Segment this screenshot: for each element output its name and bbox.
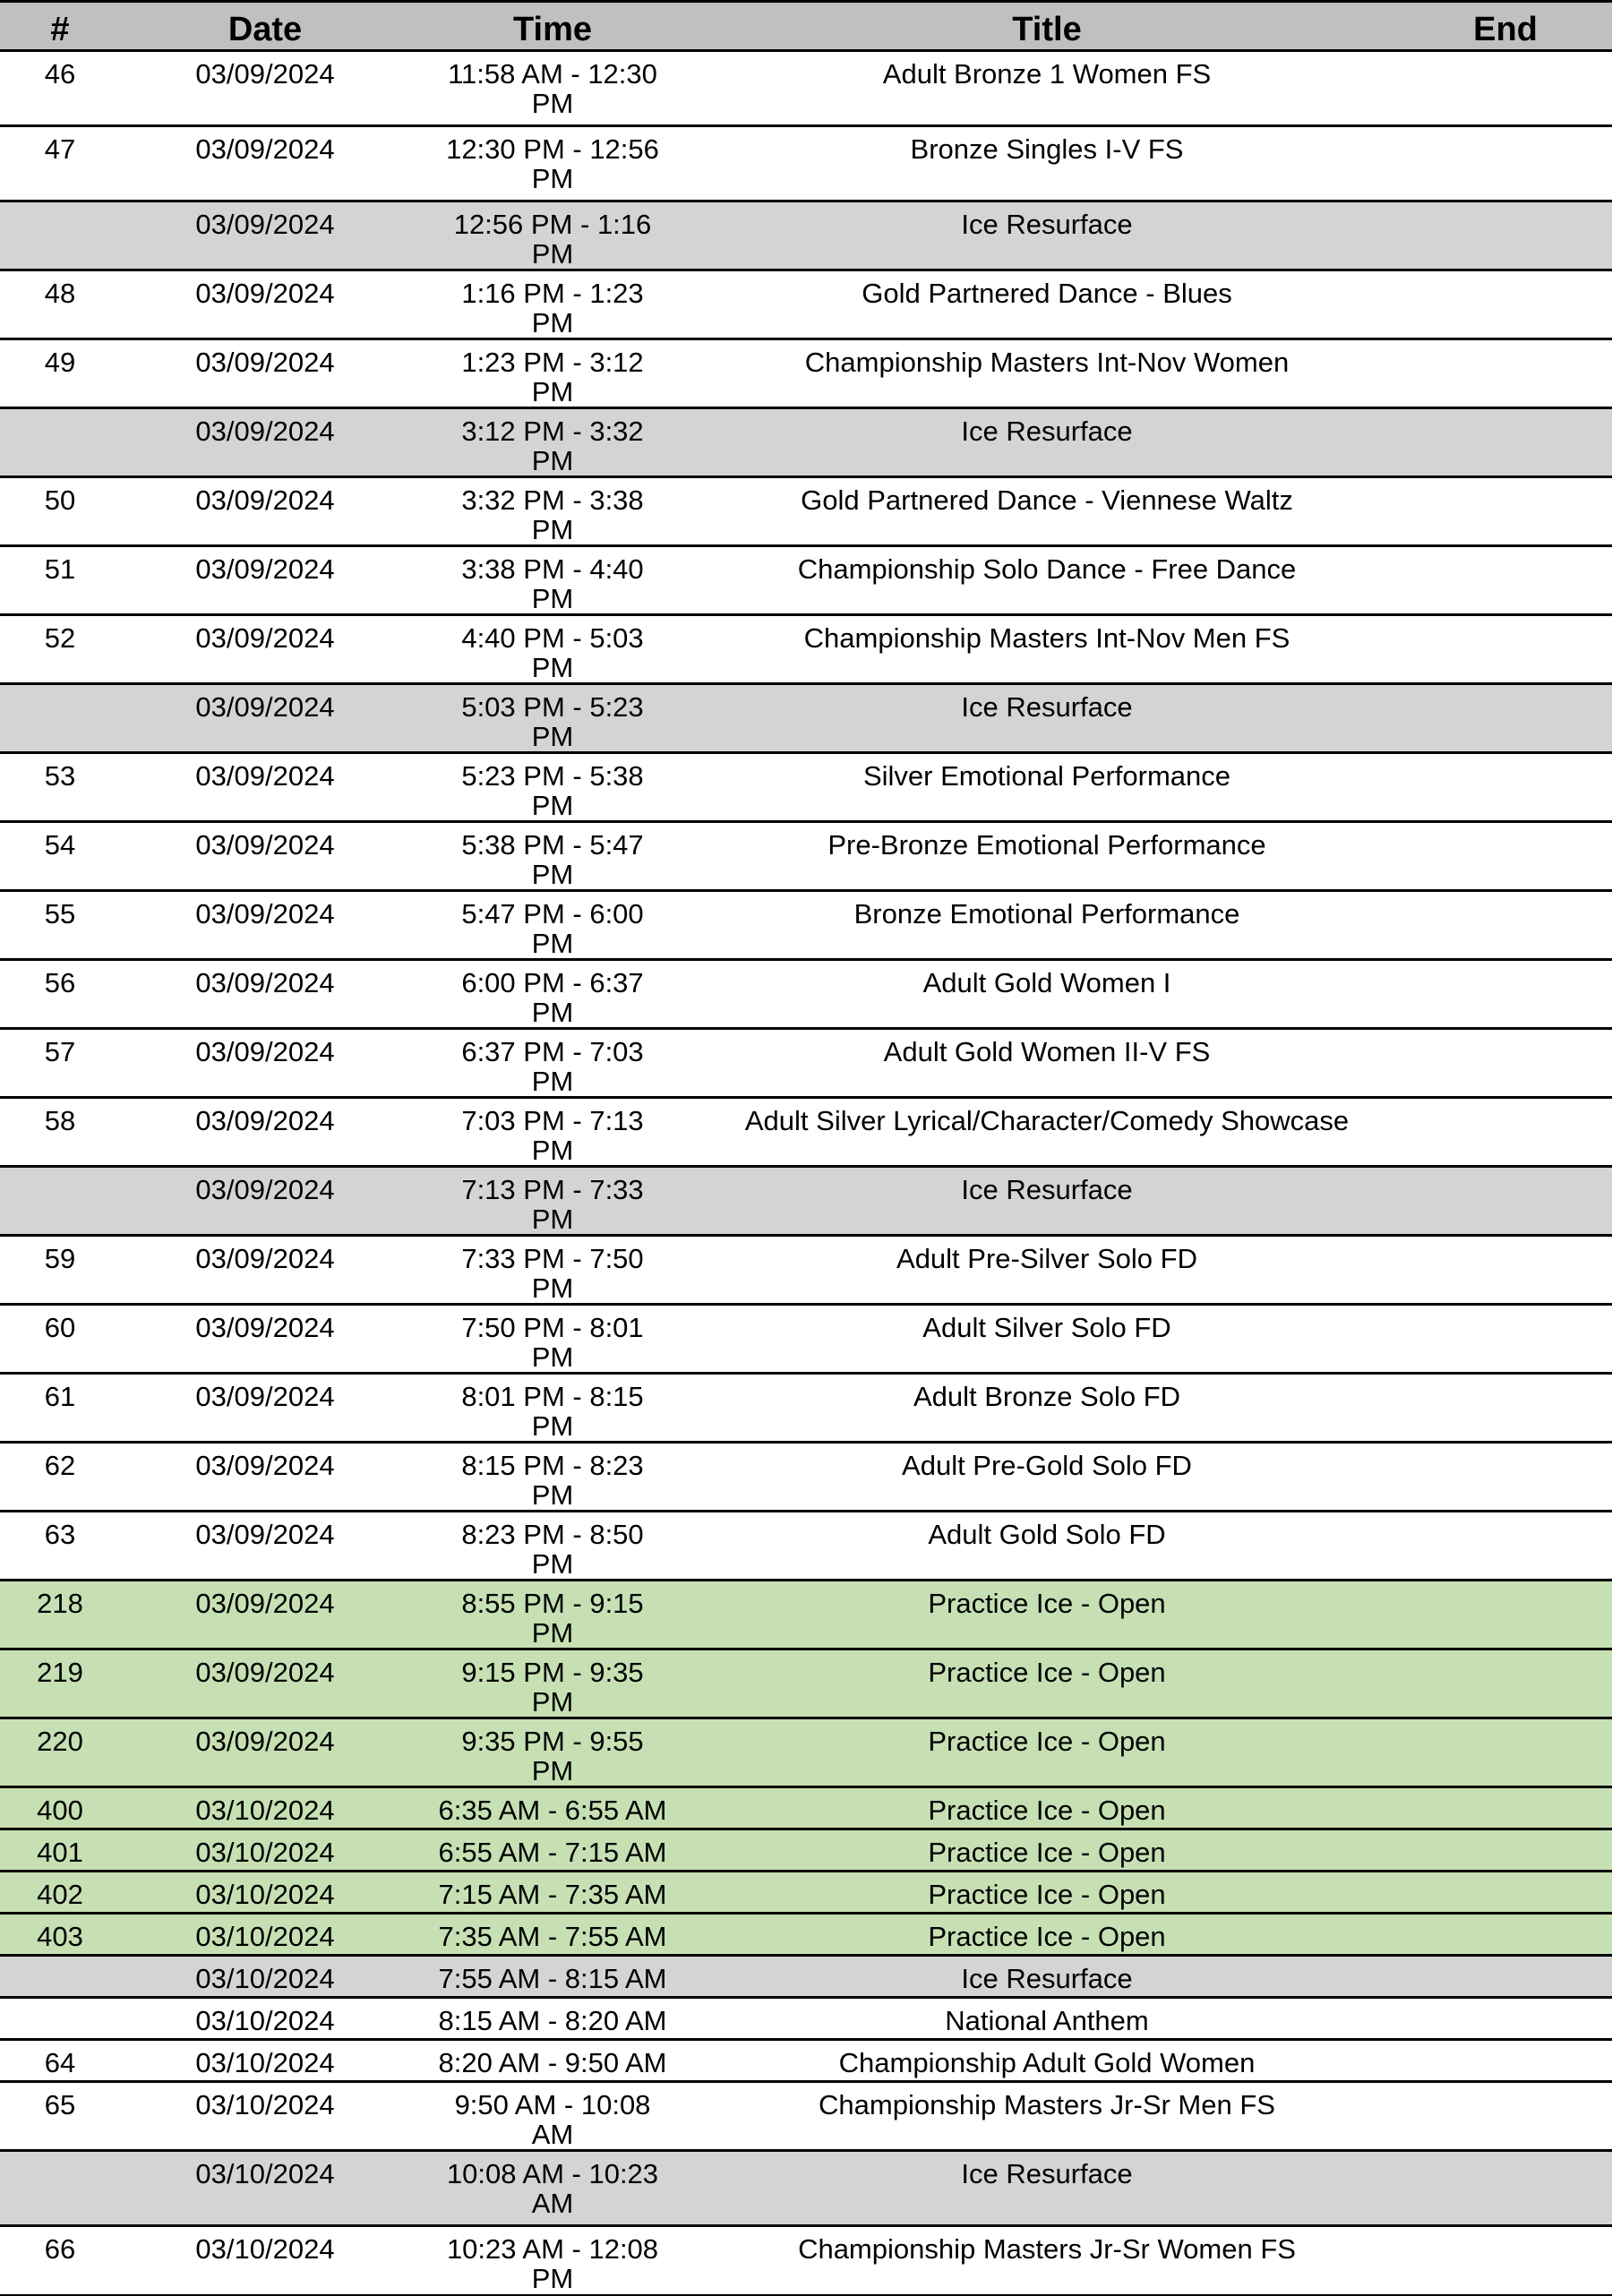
time-cell: 7:55 AM - 8:15 AM [410, 1956, 695, 1998]
date-cell: 03/10/2024 [120, 2151, 410, 2226]
event-number-cell: 48 [0, 270, 120, 339]
column-header-title: Title [695, 2, 1399, 51]
title-cell: Adult Gold Solo FD [695, 1512, 1399, 1581]
event-number-cell [0, 201, 120, 270]
date-cell: 03/09/2024 [120, 684, 410, 753]
end-cell [1399, 1829, 1612, 1872]
title-cell: Championship Masters Int-Nov Women [695, 339, 1399, 408]
table-row [0, 1029, 1612, 1098]
title-cell: Adult Gold Women I [695, 960, 1399, 1029]
table-row [0, 615, 1612, 684]
title-cell: Adult Silver Solo FD [695, 1305, 1399, 1374]
date-cell: 03/09/2024 [120, 1512, 410, 1581]
time-cell: 4:40 PM - 5:03 PM [410, 615, 695, 684]
end-cell [1399, 1029, 1612, 1098]
event-number-cell [0, 1956, 120, 1998]
time-cell: 3:12 PM - 3:32 PM [410, 408, 695, 477]
event-number-cell: 54 [0, 822, 120, 891]
date-cell: 03/10/2024 [120, 1998, 410, 2040]
table-row [0, 201, 1612, 270]
end-cell [1399, 1914, 1612, 1956]
title-cell: Championship Masters Jr-Sr Men FS [695, 2082, 1399, 2151]
event-number-cell: 61 [0, 1374, 120, 1443]
table-row [0, 1443, 1612, 1512]
title-cell: Championship Masters Jr-Sr Women FS [695, 2226, 1399, 2296]
title-cell: Practice Ice - Open [695, 1787, 1399, 1829]
event-number-cell: 60 [0, 1305, 120, 1374]
title-cell: Adult Pre-Silver Solo FD [695, 1236, 1399, 1305]
date-cell: 03/10/2024 [120, 1787, 410, 1829]
end-cell [1399, 270, 1612, 339]
time-cell: 8:20 AM - 9:50 AM [410, 2040, 695, 2082]
time-cell: 6:55 AM - 7:15 AM [410, 1829, 695, 1872]
end-cell [1399, 1998, 1612, 2040]
table-row [0, 1956, 1612, 1998]
time-cell: 12:30 PM - 12:56 PM [410, 126, 695, 201]
time-cell: 8:15 PM - 8:23 PM [410, 1443, 695, 1512]
event-number-cell: 219 [0, 1649, 120, 1718]
end-cell [1399, 684, 1612, 753]
title-cell: Practice Ice - Open [695, 1649, 1399, 1718]
table-row [0, 51, 1612, 126]
title-cell: Practice Ice - Open [695, 1872, 1399, 1914]
event-number-cell: 63 [0, 1512, 120, 1581]
time-cell: 9:15 PM - 9:35 PM [410, 1649, 695, 1718]
end-cell [1399, 1236, 1612, 1305]
title-cell: Adult Silver Lyrical/Character/Comedy Showcase [695, 1098, 1399, 1167]
time-cell: 9:50 AM - 10:08 AM [410, 2082, 695, 2151]
time-cell: 8:01 PM - 8:15 PM [410, 1374, 695, 1443]
end-cell [1399, 339, 1612, 408]
table-row [0, 891, 1612, 960]
date-cell: 03/09/2024 [120, 960, 410, 1029]
date-cell: 03/09/2024 [120, 1374, 410, 1443]
date-cell: 03/09/2024 [120, 126, 410, 201]
event-number-cell: 65 [0, 2082, 120, 2151]
end-cell [1399, 1098, 1612, 1167]
title-cell: Ice Resurface [695, 684, 1399, 753]
time-cell: 1:16 PM - 1:23 PM [410, 270, 695, 339]
end-cell [1399, 201, 1612, 270]
table-row [0, 1649, 1612, 1718]
date-cell: 03/09/2024 [120, 546, 410, 615]
table-row [0, 684, 1612, 753]
date-cell: 03/09/2024 [120, 270, 410, 339]
table-row [0, 2151, 1612, 2226]
end-cell [1399, 960, 1612, 1029]
column-header-number: # [0, 2, 120, 51]
date-cell: 03/09/2024 [120, 408, 410, 477]
event-number-cell: 47 [0, 126, 120, 201]
table-row [0, 1167, 1612, 1236]
event-number-cell: 51 [0, 546, 120, 615]
table-row [0, 2082, 1612, 2151]
title-cell: Championship Solo Dance - Free Dance [695, 546, 1399, 615]
time-cell: 9:35 PM - 9:55 PM [410, 1718, 695, 1787]
table-row [0, 753, 1612, 822]
event-number-cell: 218 [0, 1581, 120, 1649]
event-number-cell: 53 [0, 753, 120, 822]
date-cell: 03/10/2024 [120, 1914, 410, 1956]
event-number-cell: 59 [0, 1236, 120, 1305]
column-header-time: Time [410, 2, 695, 51]
event-number-cell: 56 [0, 960, 120, 1029]
end-cell [1399, 1649, 1612, 1718]
title-cell: Adult Pre-Gold Solo FD [695, 1443, 1399, 1512]
title-cell: Championship Masters Int-Nov Men FS [695, 615, 1399, 684]
title-cell: Ice Resurface [695, 1167, 1399, 1236]
event-number-cell: 62 [0, 1443, 120, 1512]
table-row [0, 126, 1612, 201]
end-cell [1399, 615, 1612, 684]
table-row [0, 546, 1612, 615]
time-cell: 1:23 PM - 3:12 PM [410, 339, 695, 408]
time-cell: 5:38 PM - 5:47 PM [410, 822, 695, 891]
date-cell: 03/09/2024 [120, 51, 410, 126]
title-cell: Silver Emotional Performance [695, 753, 1399, 822]
title-cell: Championship Adult Gold Women [695, 2040, 1399, 2082]
event-number-cell: 55 [0, 891, 120, 960]
table-row [0, 1236, 1612, 1305]
event-number-cell: 402 [0, 1872, 120, 1914]
end-cell [1399, 2082, 1612, 2151]
time-cell: 7:35 AM - 7:55 AM [410, 1914, 695, 1956]
date-cell: 03/09/2024 [120, 891, 410, 960]
date-cell: 03/09/2024 [120, 1098, 410, 1167]
event-number-cell [0, 408, 120, 477]
date-cell: 03/09/2024 [120, 339, 410, 408]
event-number-cell: 64 [0, 2040, 120, 2082]
table-body [0, 51, 1612, 2296]
table-row [0, 1829, 1612, 1872]
table-row [0, 339, 1612, 408]
date-cell: 03/09/2024 [120, 201, 410, 270]
title-cell: Adult Bronze Solo FD [695, 1374, 1399, 1443]
event-number-cell [0, 684, 120, 753]
table-row [0, 1098, 1612, 1167]
title-cell: Practice Ice - Open [695, 1829, 1399, 1872]
event-number-cell: 50 [0, 477, 120, 546]
date-cell: 03/09/2024 [120, 477, 410, 546]
date-cell: 03/10/2024 [120, 1872, 410, 1914]
event-number-cell: 403 [0, 1914, 120, 1956]
table-row [0, 822, 1612, 891]
date-cell: 03/09/2024 [120, 1581, 410, 1649]
time-cell: 6:00 PM - 6:37 PM [410, 960, 695, 1029]
end-cell [1399, 1167, 1612, 1236]
event-number-cell: 220 [0, 1718, 120, 1787]
date-cell: 03/10/2024 [120, 1829, 410, 1872]
date-cell: 03/09/2024 [120, 1167, 410, 1236]
time-cell: 10:08 AM - 10:23 AM [410, 2151, 695, 2226]
end-cell [1399, 1581, 1612, 1649]
column-header-date: Date [120, 2, 410, 51]
end-cell [1399, 2226, 1612, 2296]
table-row [0, 1914, 1612, 1956]
time-cell: 7:50 PM - 8:01 PM [410, 1305, 695, 1374]
end-cell [1399, 2040, 1612, 2082]
end-cell [1399, 1512, 1612, 1581]
time-cell: 5:47 PM - 6:00 PM [410, 891, 695, 960]
title-cell: Practice Ice - Open [695, 1914, 1399, 1956]
end-cell [1399, 51, 1612, 126]
title-cell: Ice Resurface [695, 201, 1399, 270]
event-number-cell [0, 2151, 120, 2226]
date-cell: 03/09/2024 [120, 1305, 410, 1374]
time-cell: 11:58 AM - 12:30 PM [410, 51, 695, 126]
event-number-cell [0, 1998, 120, 2040]
title-cell: Adult Gold Women II-V FS [695, 1029, 1399, 1098]
table-row [0, 1787, 1612, 1829]
title-cell: Practice Ice - Open [695, 1581, 1399, 1649]
table-row [0, 2040, 1612, 2082]
event-number-cell: 400 [0, 1787, 120, 1829]
date-cell: 03/09/2024 [120, 1649, 410, 1718]
event-number-cell: 401 [0, 1829, 120, 1872]
title-cell: National Anthem [695, 1998, 1399, 2040]
table-row [0, 270, 1612, 339]
table-row [0, 960, 1612, 1029]
title-cell: Ice Resurface [695, 408, 1399, 477]
table-row [0, 1718, 1612, 1787]
end-cell [1399, 1956, 1612, 1998]
end-cell [1399, 822, 1612, 891]
end-cell [1399, 1718, 1612, 1787]
date-cell: 03/09/2024 [120, 753, 410, 822]
end-cell [1399, 1443, 1612, 1512]
time-cell: 6:37 PM - 7:03 PM [410, 1029, 695, 1098]
table-row [0, 1998, 1612, 2040]
end-cell [1399, 1872, 1612, 1914]
title-cell: Gold Partnered Dance - Blues [695, 270, 1399, 339]
date-cell: 03/09/2024 [120, 1236, 410, 1305]
table-header [0, 2, 1612, 51]
event-number-cell: 52 [0, 615, 120, 684]
table-row [0, 1305, 1612, 1374]
end-cell [1399, 753, 1612, 822]
time-cell: 8:23 PM - 8:50 PM [410, 1512, 695, 1581]
table-row [0, 2226, 1612, 2296]
table-row [0, 408, 1612, 477]
event-number-cell: 46 [0, 51, 120, 126]
time-cell: 6:35 AM - 6:55 AM [410, 1787, 695, 1829]
time-cell: 7:03 PM - 7:13 PM [410, 1098, 695, 1167]
end-cell [1399, 2151, 1612, 2226]
time-cell: 8:15 AM - 8:20 AM [410, 1998, 695, 2040]
title-cell: Bronze Singles I-V FS [695, 126, 1399, 201]
date-cell: 03/09/2024 [120, 1718, 410, 1787]
event-number-cell: 58 [0, 1098, 120, 1167]
table-row [0, 477, 1612, 546]
date-cell: 03/09/2024 [120, 1443, 410, 1512]
table-row [0, 1872, 1612, 1914]
date-cell: 03/10/2024 [120, 2226, 410, 2296]
title-cell: Pre-Bronze Emotional Performance [695, 822, 1399, 891]
time-cell: 7:13 PM - 7:33 PM [410, 1167, 695, 1236]
date-cell: 03/09/2024 [120, 615, 410, 684]
end-cell [1399, 1305, 1612, 1374]
end-cell [1399, 546, 1612, 615]
time-cell: 12:56 PM - 1:16 PM [410, 201, 695, 270]
date-cell: 03/10/2024 [120, 2082, 410, 2151]
column-header-end: End [1399, 2, 1612, 51]
end-cell [1399, 891, 1612, 960]
end-cell [1399, 1374, 1612, 1443]
time-cell: 3:38 PM - 4:40 PM [410, 546, 695, 615]
end-cell [1399, 477, 1612, 546]
table-row [0, 1581, 1612, 1649]
time-cell: 8:55 PM - 9:15 PM [410, 1581, 695, 1649]
time-cell: 5:03 PM - 5:23 PM [410, 684, 695, 753]
event-number-cell [0, 1167, 120, 1236]
time-cell: 5:23 PM - 5:38 PM [410, 753, 695, 822]
table-row [0, 1374, 1612, 1443]
date-cell: 03/09/2024 [120, 1029, 410, 1098]
time-cell: 3:32 PM - 3:38 PM [410, 477, 695, 546]
event-number-cell: 57 [0, 1029, 120, 1098]
end-cell [1399, 408, 1612, 477]
title-cell: Adult Bronze 1 Women FS [695, 51, 1399, 126]
end-cell [1399, 1787, 1612, 1829]
table-row [0, 1512, 1612, 1581]
title-cell: Ice Resurface [695, 1956, 1399, 1998]
time-cell: 10:23 AM - 12:08 PM [410, 2226, 695, 2296]
date-cell: 03/10/2024 [120, 2040, 410, 2082]
date-cell: 03/10/2024 [120, 1956, 410, 1998]
title-cell: Ice Resurface [695, 2151, 1399, 2226]
title-cell: Practice Ice - Open [695, 1718, 1399, 1787]
title-cell: Gold Partnered Dance - Viennese Waltz [695, 477, 1399, 546]
header-row [0, 2, 1612, 51]
event-number-cell: 66 [0, 2226, 120, 2296]
end-cell [1399, 126, 1612, 201]
date-cell: 03/09/2024 [120, 822, 410, 891]
time-cell: 7:33 PM - 7:50 PM [410, 1236, 695, 1305]
title-cell: Bronze Emotional Performance [695, 891, 1399, 960]
time-cell: 7:15 AM - 7:35 AM [410, 1872, 695, 1914]
event-number-cell: 49 [0, 339, 120, 408]
